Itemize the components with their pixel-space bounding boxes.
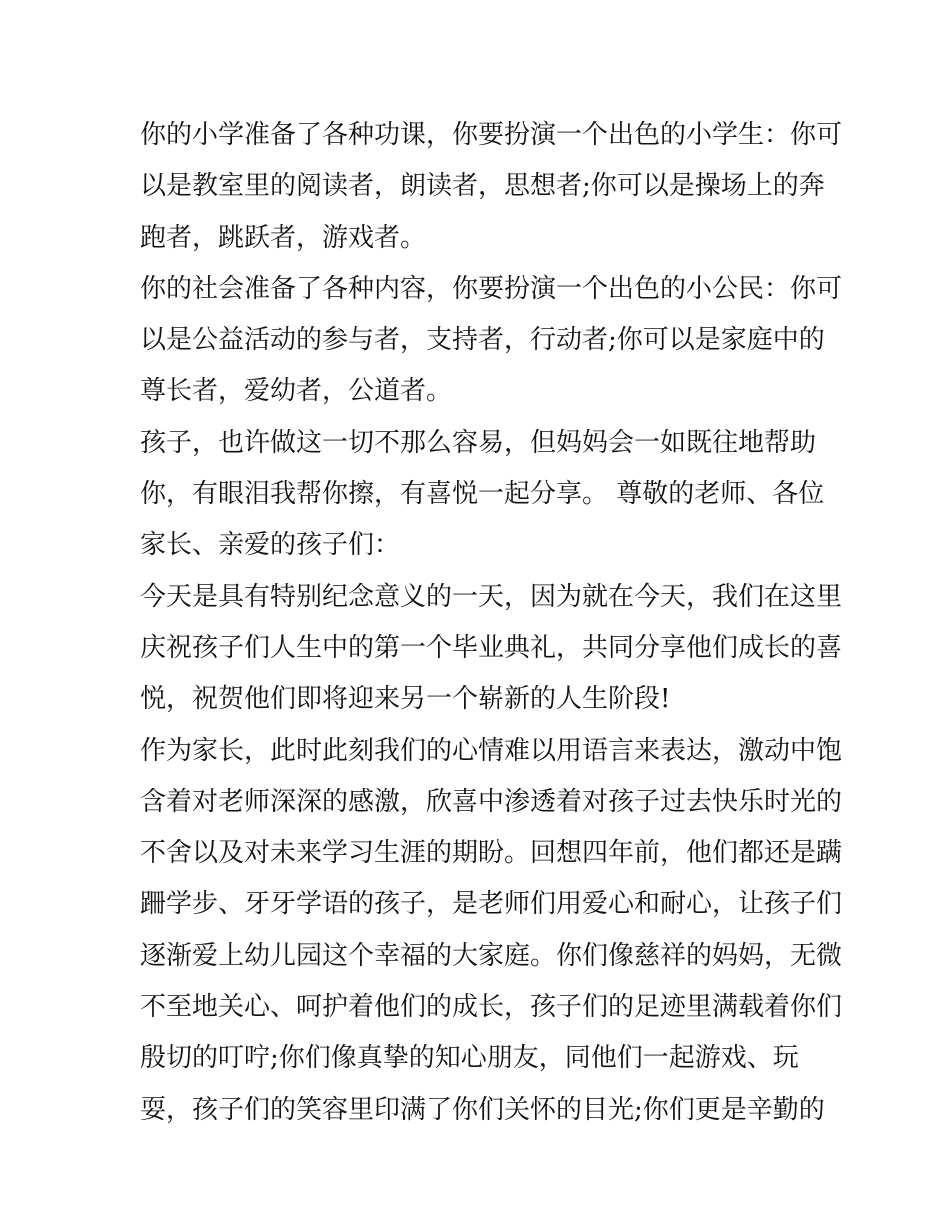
text-line: 跚学步、牙牙学语的孩子，是老师们用爱心和耐心，让孩子们 (140, 889, 843, 920)
text-line: 你，有眼泪我帮你擦，有喜悦一起分享。 尊敬的老师、各位 (140, 479, 825, 510)
text-line: 庆祝孩子们人生中的第一个毕业典礼，共同分享他们成长的喜 (140, 632, 843, 663)
text-line: 以是教室里的阅读者，朗读者，思想者;你可以是操场上的奔 (140, 171, 825, 202)
text-line: 孩子，也许做这一切不那么容易，但妈妈会一如既往地帮助 (140, 427, 817, 458)
text-line: 悦，祝贺他们即将迎来另一个崭新的人生阶段! (140, 684, 671, 715)
text-line: 尊长者，爱幼者，公道者。 (140, 376, 453, 407)
text-line: 作为家长，此时此刻我们的心情难以用语言来表达，激动中饱 (140, 735, 843, 766)
text-line: 不至地关心、呵护着他们的成长，孩子们的足迹里满载着你们 (140, 992, 843, 1023)
text-line: 殷切的叮咛;你们像真挚的知心朋友，同他们一起游戏、玩 (140, 1043, 799, 1074)
text-line: 你的小学准备了各种功课，你要扮演一个出色的小学生：你可 (140, 120, 843, 150)
text-line: 家长、亲爱的孩子们： (140, 530, 401, 561)
text-line: 跑者，跳跃者，游戏者。 (140, 222, 427, 253)
text-line: 以是公益活动的参与者，支持者，行动者;你可以是家庭中的 (140, 325, 825, 356)
text-line: 含着对老师深深的感激，欣喜中渗透着对孩子过去快乐时光的 (140, 786, 843, 817)
document-body (140, 110, 843, 1136)
text-line: 你的社会准备了各种内容，你要扮演一个出色的小公民：你可 (140, 273, 843, 304)
text-line: 不舍以及对未来学习生涯的期盼。回想四年前，他们都还是蹒 (140, 838, 843, 869)
text-line: 耍，孩子们的笑容里印满了你们关怀的目光;你们更是辛勤的 (140, 1094, 825, 1125)
text-line: 逐渐爱上幼儿园这个幸福的大家庭。你们像慈祥的妈妈，无微 (140, 940, 843, 971)
text-line: 今天是具有特别纪念意义的一天，因为就在今天，我们在这里 (140, 581, 843, 612)
